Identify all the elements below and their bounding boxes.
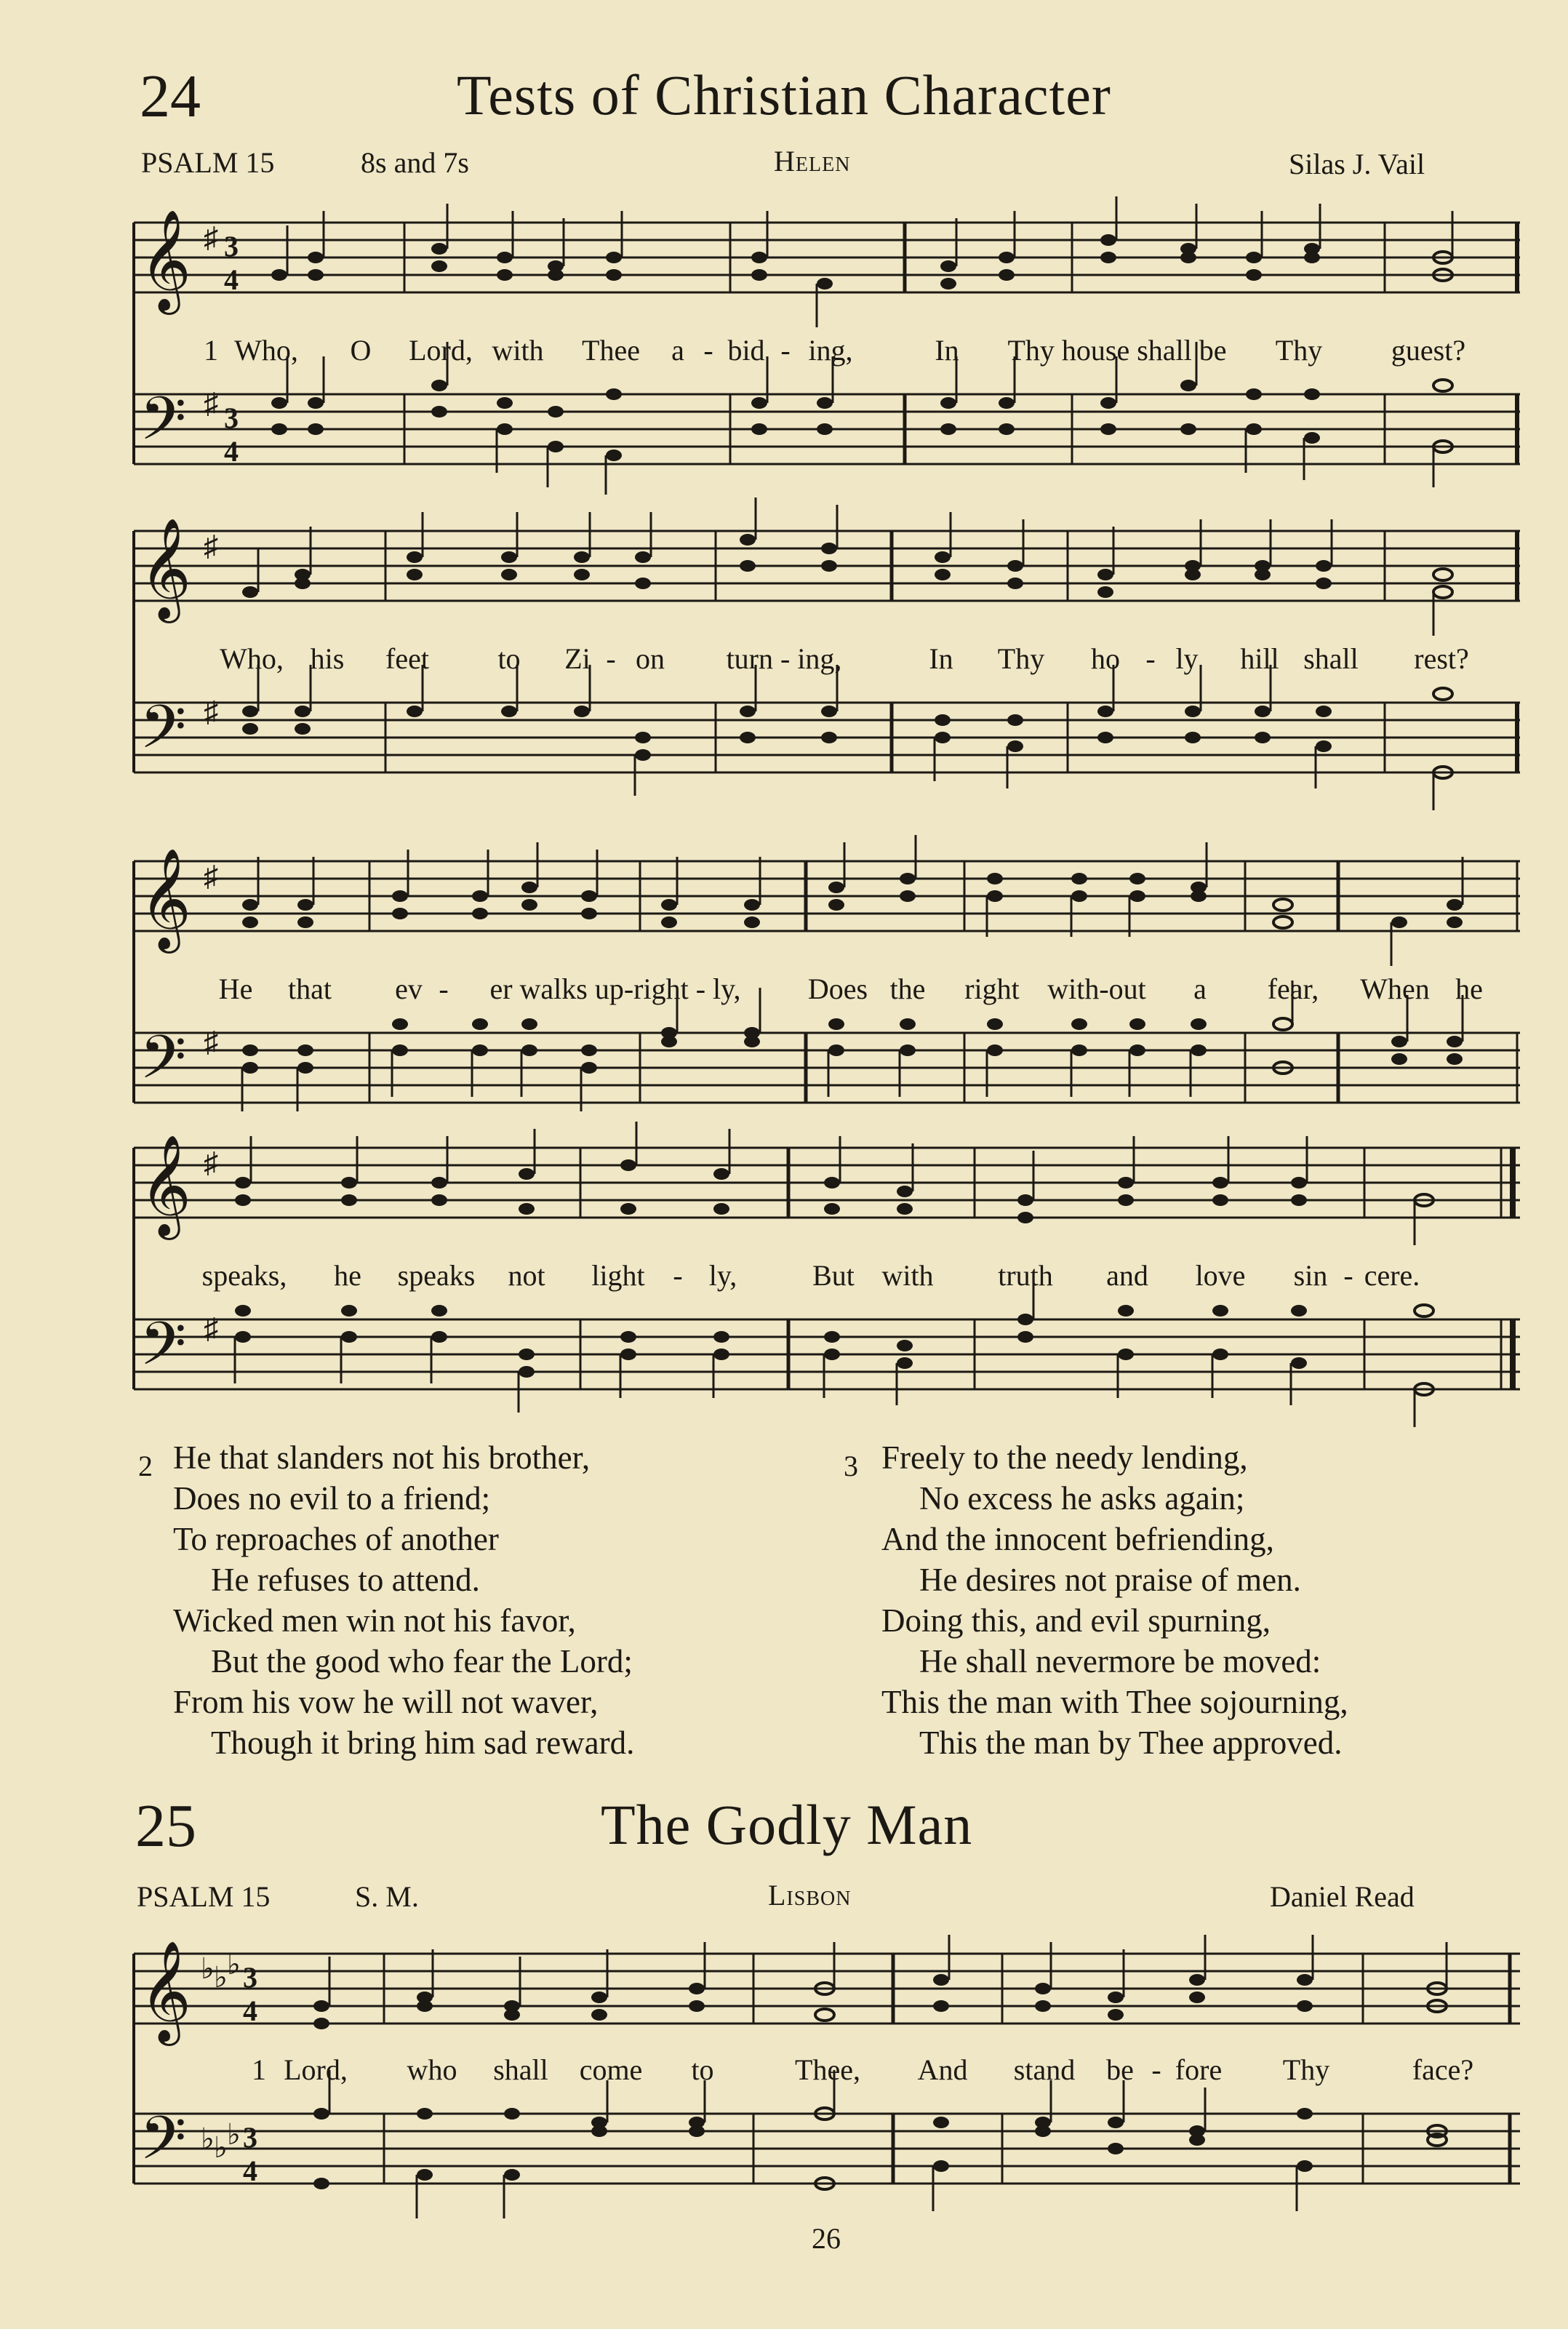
hymn-24-psalm: PSALM 15 xyxy=(141,146,275,179)
svg-text:3: 3 xyxy=(243,2121,257,2154)
hymn-24-composer: Silas J. Vail xyxy=(1289,148,1425,180)
lyric: his xyxy=(310,642,345,675)
lyric: be xyxy=(1106,2053,1134,2086)
lyric: a xyxy=(1193,972,1207,1005)
stanza-line: He shall nevermore be moved: xyxy=(919,1643,1321,1679)
lyric: come xyxy=(579,2053,643,2086)
music-system-1 xyxy=(134,211,1520,487)
hymn-25-psalm: PSALM 15 xyxy=(137,1880,271,1913)
stanza-line: Does no evil to a friend; xyxy=(173,1480,491,1517)
lyric: Zi xyxy=(564,642,591,675)
lyric: love xyxy=(1195,1259,1246,1292)
svg-text:♭: ♭ xyxy=(214,2131,228,2164)
stanza-line: And the innocent befriending, xyxy=(881,1521,1274,1557)
lyric: light xyxy=(591,1259,645,1292)
svg-text:3: 3 xyxy=(224,402,239,434)
svg-text:4: 4 xyxy=(224,263,239,296)
lyric: Thee xyxy=(582,334,640,367)
lyric: Thee, xyxy=(795,2053,860,2086)
svg-text:♯: ♯ xyxy=(204,695,218,728)
svg-text:♯: ♯ xyxy=(204,1026,218,1058)
lyric: he xyxy=(1455,972,1483,1005)
lyric: - xyxy=(439,972,449,1005)
svg-text:𝄢: 𝄢 xyxy=(140,692,187,777)
music-system-5 xyxy=(134,1942,1520,2204)
lyric: In xyxy=(929,642,953,675)
svg-text:4: 4 xyxy=(224,435,239,468)
music-system-4 xyxy=(134,1136,1520,1413)
lyric: speaks, xyxy=(201,1259,287,1292)
hymn-24-tune: Helen xyxy=(774,145,851,177)
lyric: on xyxy=(636,642,665,675)
lyric: - xyxy=(780,334,791,367)
lyric: Thy house shall be xyxy=(1007,334,1227,367)
lyric: shall xyxy=(1303,642,1359,675)
svg-text:♭: ♭ xyxy=(214,1961,228,1994)
svg-text:𝄢: 𝄢 xyxy=(140,1309,187,1394)
svg-text:4: 4 xyxy=(243,2154,257,2187)
lyric: turn - ing, xyxy=(726,642,842,675)
lyric: Lord, xyxy=(409,334,473,367)
lyric: - xyxy=(673,1259,683,1292)
lyric: he xyxy=(334,1259,361,1292)
lyric: who xyxy=(407,2053,457,2086)
stanza-line: From his vow he will not waver, xyxy=(173,1684,599,1720)
svg-text:♭: ♭ xyxy=(201,1952,215,1985)
lyric: ing, xyxy=(808,334,853,367)
lyric: - xyxy=(703,334,713,367)
lyric: to xyxy=(497,642,521,675)
svg-text:𝄞: 𝄞 xyxy=(140,1941,191,2042)
lyric: feet xyxy=(385,642,429,675)
lyric: But xyxy=(812,1259,855,1292)
lyric: not xyxy=(508,1259,545,1292)
lyric: with xyxy=(881,1259,934,1292)
lyric: Thy xyxy=(997,642,1045,675)
lyric: O xyxy=(350,334,372,367)
lyric: face? xyxy=(1412,2053,1474,2086)
lyric: hill xyxy=(1240,642,1279,675)
hymn-25-number: 25 xyxy=(135,1792,196,1860)
lyric: er walks up-right - ly, xyxy=(489,972,741,1005)
lyric: bid xyxy=(727,334,765,367)
lyric: cere. xyxy=(1364,1259,1420,1292)
lyric: right xyxy=(964,972,1020,1005)
lyric: shall xyxy=(493,2053,548,2086)
lyric: 1 xyxy=(252,2053,266,2086)
stanza-line: He that slanders not his brother, xyxy=(173,1439,591,1476)
stanza-line: He refuses to attend. xyxy=(211,1562,480,1598)
lyric: sin xyxy=(1293,1259,1328,1292)
hymn-24-number: 24 xyxy=(140,63,201,130)
stanza-line: This the man by Thee approved. xyxy=(919,1725,1343,1761)
lyric: ev xyxy=(395,972,423,1005)
hymn-25-meter: S. M. xyxy=(355,1880,419,1913)
lyric: to xyxy=(691,2053,714,2086)
hymn-24-title: Tests of Christian Character xyxy=(457,63,1111,127)
stanza-3 xyxy=(881,1437,1348,1763)
svg-text:𝄢: 𝄢 xyxy=(140,2103,187,2188)
stanza-2-number: 2 xyxy=(138,1450,153,1482)
lyric: that xyxy=(288,972,332,1005)
svg-text:♭: ♭ xyxy=(227,2118,241,2151)
lyric: - xyxy=(606,642,616,675)
svg-text:♯: ♯ xyxy=(204,530,218,562)
lyric: ho xyxy=(1091,642,1120,675)
music-system-3 xyxy=(134,850,1520,1126)
svg-text:♭: ♭ xyxy=(227,1948,241,1981)
stanza-line: But the good who fear the Lord; xyxy=(211,1643,633,1679)
svg-text:♭: ♭ xyxy=(201,2122,215,2155)
svg-text:𝄢: 𝄢 xyxy=(140,383,187,468)
lyric: Thy xyxy=(1275,334,1323,367)
lyric: When xyxy=(1360,972,1430,1005)
svg-text:♯: ♯ xyxy=(204,221,218,254)
hymn-24-meter: 8s and 7s xyxy=(361,146,469,179)
music-system-2 xyxy=(134,519,1520,796)
svg-text:𝄞: 𝄞 xyxy=(140,518,191,619)
lyric: stand xyxy=(1013,2053,1076,2086)
stanza-line: Doing this, and evil spurning, xyxy=(881,1602,1271,1639)
svg-text:3: 3 xyxy=(243,1961,257,1994)
svg-text:𝄢: 𝄢 xyxy=(140,1022,187,1107)
hymn-25-composer: Daniel Read xyxy=(1270,1880,1415,1913)
stanza-line: Freely to the needy lending, xyxy=(881,1439,1248,1476)
svg-text:4: 4 xyxy=(243,1994,257,2027)
svg-text:𝄞: 𝄞 xyxy=(140,209,191,311)
lyric: fear, xyxy=(1267,972,1319,1005)
lyric: guest? xyxy=(1391,334,1466,367)
lyric: Lord, xyxy=(284,2053,348,2086)
stanza-line: He desires not praise of men. xyxy=(919,1562,1301,1598)
lyric: Who, xyxy=(234,334,298,367)
lyric: speaks xyxy=(397,1259,476,1292)
hymn-25-tune: Lisbon xyxy=(768,1879,852,1911)
lyric: rest? xyxy=(1414,642,1469,675)
lyric: 1 xyxy=(204,334,218,367)
stanza-line: No excess he asks again; xyxy=(919,1480,1245,1517)
svg-text:♯: ♯ xyxy=(204,1146,218,1179)
lyric: a xyxy=(671,334,684,367)
svg-text:♯: ♯ xyxy=(204,860,218,892)
stanza-line: To reproaches of another xyxy=(173,1521,499,1557)
stanza-line: This the man with Thee sojourning, xyxy=(881,1684,1348,1720)
lyric: and xyxy=(1106,1259,1148,1292)
lyric: Does xyxy=(807,972,868,1005)
svg-text:♯: ♯ xyxy=(204,1312,218,1345)
lyric: He xyxy=(218,972,253,1005)
svg-text:𝄞: 𝄞 xyxy=(140,848,191,949)
lyric: - xyxy=(1151,2053,1161,2086)
lyric: fore xyxy=(1175,2053,1223,2086)
lyric: ly xyxy=(1175,642,1199,675)
svg-text:𝄞: 𝄞 xyxy=(140,1135,191,1236)
lyric: with-out xyxy=(1047,972,1146,1005)
stanza-line: Though it bring him sad reward. xyxy=(211,1725,635,1761)
lyric: truth xyxy=(998,1259,1053,1292)
lyric: In xyxy=(935,334,959,367)
lyric: with xyxy=(492,334,544,367)
lyric: - xyxy=(1343,1259,1353,1292)
lyric: Thy xyxy=(1282,2053,1330,2086)
lyric: ly, xyxy=(708,1259,737,1292)
stanza-2 xyxy=(173,1437,634,1763)
lyric: - xyxy=(1145,642,1156,675)
svg-text:3: 3 xyxy=(224,230,239,263)
page-number: 26 xyxy=(812,2222,841,2255)
stanza-line: Wicked men win not his favor, xyxy=(173,1602,576,1639)
lyric: Who, xyxy=(220,642,284,675)
hymn-25-title: The Godly Man xyxy=(601,1793,973,1856)
svg-text:♯: ♯ xyxy=(204,387,218,420)
lyric: the xyxy=(889,972,926,1005)
lyric: And xyxy=(917,2053,968,2086)
stanza-3-number: 3 xyxy=(844,1450,858,1482)
